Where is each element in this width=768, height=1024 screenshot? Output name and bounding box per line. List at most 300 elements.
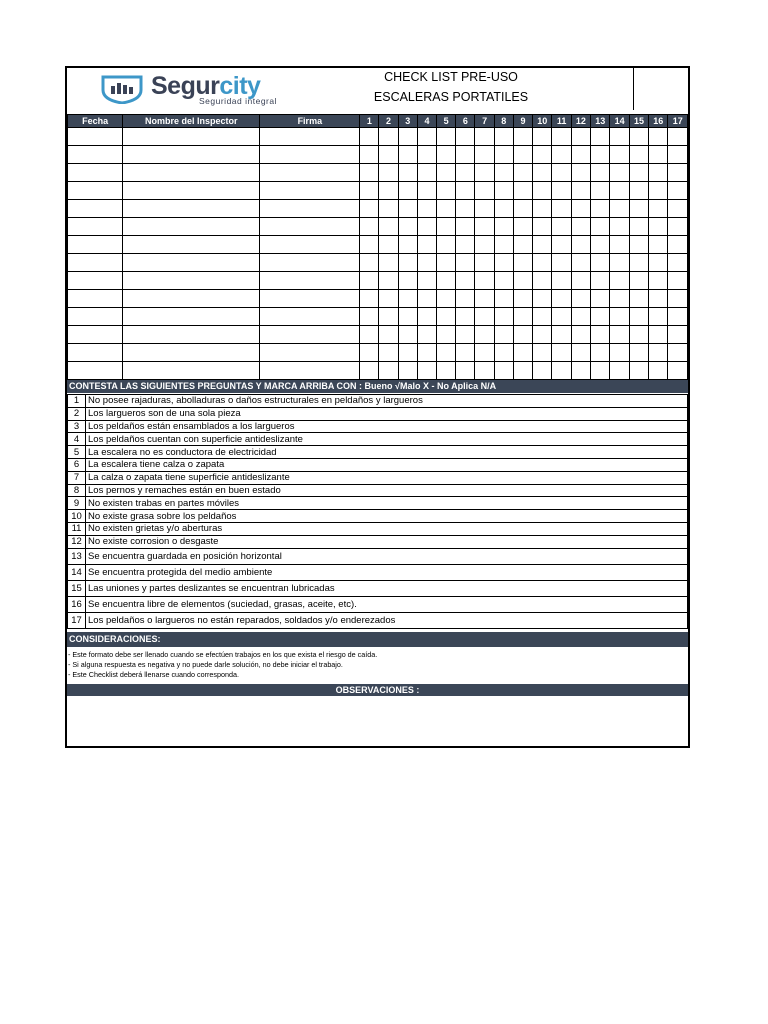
grid-cell[interactable] (360, 200, 379, 218)
grid-cell[interactable] (68, 218, 123, 236)
grid-cell[interactable] (668, 254, 688, 272)
grid-cell[interactable] (379, 308, 398, 326)
grid-row (68, 236, 688, 254)
grid-cell[interactable] (649, 200, 668, 218)
grid-cell[interactable] (123, 326, 260, 344)
grid-cell[interactable] (437, 236, 456, 254)
grid-cell[interactable] (571, 308, 590, 326)
grid-cell[interactable] (610, 254, 629, 272)
grid-cell[interactable] (475, 146, 494, 164)
grid-cell[interactable] (475, 362, 494, 380)
grid-cell[interactable] (494, 308, 513, 326)
grid-cell[interactable] (610, 290, 629, 308)
grid-cell[interactable] (629, 326, 648, 344)
grid-cell[interactable] (591, 236, 610, 254)
grid-cell[interactable] (417, 236, 436, 254)
grid-cell[interactable] (513, 362, 532, 380)
grid-cell[interactable] (494, 128, 513, 146)
grid-cell[interactable] (591, 272, 610, 290)
grid-cell[interactable] (260, 200, 360, 218)
grid-cell[interactable] (552, 254, 571, 272)
grid-cell[interactable] (456, 236, 475, 254)
grid-cell[interactable] (494, 236, 513, 254)
grid-cell[interactable] (513, 308, 532, 326)
grid-cell[interactable] (591, 344, 610, 362)
grid-cell[interactable] (398, 290, 417, 308)
grid-cell[interactable] (629, 290, 648, 308)
grid-cell[interactable] (398, 254, 417, 272)
grid-cell[interactable] (398, 326, 417, 344)
grid-cell[interactable] (494, 218, 513, 236)
grid-cell[interactable] (417, 308, 436, 326)
grid-cell[interactable] (360, 272, 379, 290)
grid-cell[interactable] (379, 362, 398, 380)
grid-cell[interactable] (456, 290, 475, 308)
grid-cell[interactable] (456, 146, 475, 164)
grid-cell[interactable] (417, 272, 436, 290)
grid-cell[interactable] (533, 218, 552, 236)
grid-cell[interactable] (360, 254, 379, 272)
grid-cell[interactable] (591, 218, 610, 236)
grid-cell[interactable] (398, 182, 417, 200)
grid-cell[interactable] (123, 362, 260, 380)
grid-cell[interactable] (610, 128, 629, 146)
grid-cell[interactable] (668, 146, 688, 164)
question-number: 9 (68, 497, 86, 510)
grid-cell[interactable] (629, 200, 648, 218)
grid-cell[interactable] (68, 236, 123, 254)
grid-cell[interactable] (475, 236, 494, 254)
grid-cell[interactable] (649, 254, 668, 272)
grid-cell[interactable] (456, 254, 475, 272)
grid-cell[interactable] (591, 200, 610, 218)
grid-cell[interactable] (571, 182, 590, 200)
grid-cell[interactable] (533, 326, 552, 344)
grid-cell[interactable] (513, 218, 532, 236)
grid-cell[interactable] (456, 308, 475, 326)
question-text: Se encuentra protegida del medio ambiente (86, 564, 688, 580)
grid-cell[interactable] (533, 308, 552, 326)
grid-row (68, 254, 688, 272)
grid-cell[interactable] (123, 290, 260, 308)
grid-cell[interactable] (494, 164, 513, 182)
grid-cell[interactable] (260, 218, 360, 236)
grid-cell[interactable] (123, 200, 260, 218)
grid-cell[interactable] (123, 272, 260, 290)
grid-cell[interactable] (668, 200, 688, 218)
grid-cell[interactable] (437, 200, 456, 218)
grid-cell[interactable] (379, 182, 398, 200)
grid-cell[interactable] (437, 182, 456, 200)
grid-cell[interactable] (68, 164, 123, 182)
grid-cell[interactable] (68, 128, 123, 146)
grid-cell[interactable] (437, 272, 456, 290)
grid-cell[interactable] (591, 182, 610, 200)
grid-cell[interactable] (437, 128, 456, 146)
grid-cell[interactable] (533, 236, 552, 254)
grid-cell[interactable] (260, 146, 360, 164)
col-item-number: 11 (552, 115, 571, 128)
grid-cell[interactable] (398, 272, 417, 290)
grid-cell[interactable] (475, 290, 494, 308)
grid-cell[interactable] (475, 326, 494, 344)
grid-cell[interactable] (437, 308, 456, 326)
grid-cell[interactable] (552, 128, 571, 146)
grid-cell[interactable] (260, 128, 360, 146)
grid-cell[interactable] (649, 146, 668, 164)
grid-cell[interactable] (494, 254, 513, 272)
grid-cell[interactable] (533, 272, 552, 290)
grid-cell[interactable] (123, 218, 260, 236)
grid-cell[interactable] (437, 344, 456, 362)
grid-cell[interactable] (571, 164, 590, 182)
grid-cell[interactable] (552, 164, 571, 182)
grid-cell[interactable] (513, 272, 532, 290)
considerations-band: CONSIDERACIONES: (67, 632, 688, 647)
grid-cell[interactable] (123, 146, 260, 164)
grid-cell[interactable] (649, 344, 668, 362)
grid-cell[interactable] (360, 236, 379, 254)
grid-cell[interactable] (260, 236, 360, 254)
grid-cell[interactable] (360, 128, 379, 146)
grid-cell[interactable] (533, 182, 552, 200)
grid-cell[interactable] (379, 254, 398, 272)
grid-cell[interactable] (533, 128, 552, 146)
observations-area[interactable] (67, 696, 688, 746)
grid-cell[interactable] (649, 128, 668, 146)
grid-cell[interactable] (456, 272, 475, 290)
grid-cell[interactable] (610, 272, 629, 290)
grid-cell[interactable] (456, 362, 475, 380)
grid-cell[interactable] (398, 164, 417, 182)
grid-cell[interactable] (591, 326, 610, 344)
grid-cell[interactable] (571, 128, 590, 146)
grid-cell[interactable] (360, 344, 379, 362)
grid-cell[interactable] (591, 254, 610, 272)
grid-cell[interactable] (629, 146, 648, 164)
grid-cell[interactable] (260, 326, 360, 344)
grid-cell[interactable] (571, 362, 590, 380)
grid-cell[interactable] (456, 200, 475, 218)
grid-cell[interactable] (591, 164, 610, 182)
grid-cell[interactable] (360, 290, 379, 308)
grid-cell[interactable] (456, 344, 475, 362)
grid-cell[interactable] (475, 200, 494, 218)
grid-cell[interactable] (552, 344, 571, 362)
grid-cell[interactable] (591, 128, 610, 146)
grid-cell[interactable] (552, 218, 571, 236)
grid-cell[interactable] (475, 308, 494, 326)
grid-cell[interactable] (437, 326, 456, 344)
col-item-number: 10 (533, 115, 552, 128)
grid-cell[interactable] (260, 164, 360, 182)
grid-cell[interactable] (123, 308, 260, 326)
grid-cell[interactable] (398, 146, 417, 164)
grid-cell[interactable] (360, 146, 379, 164)
grid-cell[interactable] (123, 254, 260, 272)
grid-cell[interactable] (475, 182, 494, 200)
grid-cell[interactable] (629, 362, 648, 380)
grid-cell[interactable] (513, 128, 532, 146)
grid-cell[interactable] (513, 164, 532, 182)
grid-cell[interactable] (260, 272, 360, 290)
grid-cell[interactable] (513, 290, 532, 308)
col-item-number: 6 (456, 115, 475, 128)
grid-cell[interactable] (591, 146, 610, 164)
grid-cell[interactable] (68, 200, 123, 218)
grid-cell[interactable] (552, 308, 571, 326)
grid-cell[interactable] (552, 272, 571, 290)
grid-cell[interactable] (398, 200, 417, 218)
grid-cell[interactable] (552, 182, 571, 200)
grid-cell[interactable] (668, 164, 688, 182)
grid-cell[interactable] (456, 128, 475, 146)
grid-cell[interactable] (668, 344, 688, 362)
grid-cell[interactable] (379, 128, 398, 146)
grid-cell[interactable] (360, 218, 379, 236)
grid-cell[interactable] (379, 236, 398, 254)
grid-cell[interactable] (475, 272, 494, 290)
grid-cell[interactable] (494, 272, 513, 290)
grid-cell[interactable] (629, 236, 648, 254)
grid-cell[interactable] (123, 344, 260, 362)
grid-cell[interactable] (494, 362, 513, 380)
grid-cell[interactable] (360, 308, 379, 326)
grid-cell[interactable] (513, 344, 532, 362)
grid-cell[interactable] (417, 290, 436, 308)
grid-cell[interactable] (552, 326, 571, 344)
grid-cell[interactable] (456, 182, 475, 200)
grid-cell[interactable] (649, 290, 668, 308)
grid-cell[interactable] (260, 344, 360, 362)
grid-cell[interactable] (417, 254, 436, 272)
grid-cell[interactable] (475, 344, 494, 362)
grid-cell[interactable] (379, 272, 398, 290)
grid-cell[interactable] (123, 164, 260, 182)
grid-cell[interactable] (379, 290, 398, 308)
grid-cell[interactable] (475, 164, 494, 182)
grid-cell[interactable] (513, 200, 532, 218)
grid-cell[interactable] (417, 200, 436, 218)
grid-cell[interactable] (513, 236, 532, 254)
grid-cell[interactable] (494, 326, 513, 344)
grid-cell[interactable] (629, 128, 648, 146)
grid-cell[interactable] (649, 182, 668, 200)
form-header (67, 68, 688, 110)
grid-cell[interactable] (437, 146, 456, 164)
grid-cell[interactable] (610, 236, 629, 254)
grid-cell[interactable] (68, 308, 123, 326)
grid-cell[interactable] (552, 236, 571, 254)
grid-cell[interactable] (591, 290, 610, 308)
grid-cell[interactable] (668, 128, 688, 146)
grid-cell[interactable] (68, 146, 123, 164)
grid-cell[interactable] (494, 146, 513, 164)
grid-cell[interactable] (571, 344, 590, 362)
grid-cell[interactable] (571, 254, 590, 272)
grid-cell[interactable] (552, 200, 571, 218)
grid-cell[interactable] (668, 218, 688, 236)
observations-band: OBSERVACIONES : (67, 684, 688, 696)
grid-cell[interactable] (494, 182, 513, 200)
grid-cell[interactable] (437, 362, 456, 380)
grid-cell[interactable] (533, 290, 552, 308)
grid-cell[interactable] (379, 200, 398, 218)
grid-cell[interactable] (591, 362, 610, 380)
grid-cell[interactable] (571, 218, 590, 236)
grid-cell[interactable] (398, 236, 417, 254)
grid-cell[interactable] (68, 290, 123, 308)
grid-cell[interactable] (610, 362, 629, 380)
grid-cell[interactable] (533, 254, 552, 272)
grid-cell[interactable] (533, 146, 552, 164)
grid-cell[interactable] (649, 308, 668, 326)
grid-cell[interactable] (68, 254, 123, 272)
grid-cell[interactable] (360, 362, 379, 380)
grid-cell[interactable] (610, 146, 629, 164)
grid-cell[interactable] (552, 146, 571, 164)
grid-cell[interactable] (417, 128, 436, 146)
grid-cell[interactable] (649, 218, 668, 236)
grid-cell[interactable] (360, 326, 379, 344)
grid-cell[interactable] (629, 182, 648, 200)
grid-cell[interactable] (437, 218, 456, 236)
grid-cell[interactable] (456, 326, 475, 344)
grid-cell[interactable] (437, 290, 456, 308)
grid-cell[interactable] (668, 362, 688, 380)
grid-cell[interactable] (668, 182, 688, 200)
grid-cell[interactable] (649, 272, 668, 290)
grid-cell[interactable] (398, 362, 417, 380)
grid-cell[interactable] (494, 290, 513, 308)
grid-cell[interactable] (437, 164, 456, 182)
grid-cell[interactable] (668, 308, 688, 326)
grid-cell[interactable] (552, 290, 571, 308)
grid-cell[interactable] (379, 218, 398, 236)
question-row (68, 407, 688, 420)
grid-cell[interactable] (610, 200, 629, 218)
consideration-note: - Este Checklist deberá llenarse cuando corresponda. (68, 670, 239, 679)
col-item-number: 5 (437, 115, 456, 128)
grid-cell[interactable] (629, 218, 648, 236)
grid-cell[interactable] (668, 290, 688, 308)
grid-cell[interactable] (456, 164, 475, 182)
grid-cell[interactable] (571, 272, 590, 290)
grid-cell[interactable] (649, 326, 668, 344)
grid-cell[interactable] (610, 308, 629, 326)
grid-cell[interactable] (513, 182, 532, 200)
grid-cell[interactable] (629, 308, 648, 326)
grid-cell[interactable] (417, 218, 436, 236)
grid-cell[interactable] (68, 182, 123, 200)
grid-cell[interactable] (649, 236, 668, 254)
grid-cell[interactable] (417, 182, 436, 200)
grid-cell[interactable] (610, 164, 629, 182)
grid-cell[interactable] (398, 218, 417, 236)
grid-cell[interactable] (417, 344, 436, 362)
grid-cell[interactable] (417, 326, 436, 344)
grid-cell[interactable] (649, 164, 668, 182)
grid-cell[interactable] (260, 362, 360, 380)
grid-cell[interactable] (379, 164, 398, 182)
grid-cell[interactable] (571, 146, 590, 164)
grid-cell[interactable] (398, 308, 417, 326)
grid-cell[interactable] (649, 362, 668, 380)
question-number: 5 (68, 446, 86, 459)
grid-cell[interactable] (475, 128, 494, 146)
grid-cell[interactable] (123, 182, 260, 200)
grid-cell[interactable] (629, 344, 648, 362)
question-number: 14 (68, 564, 86, 580)
grid-cell[interactable] (513, 326, 532, 344)
grid-cell[interactable] (360, 182, 379, 200)
grid-cell[interactable] (533, 164, 552, 182)
grid-cell[interactable] (260, 254, 360, 272)
grid-cell[interactable] (379, 326, 398, 344)
grid-cell[interactable] (260, 182, 360, 200)
grid-cell[interactable] (379, 146, 398, 164)
grid-cell[interactable] (475, 254, 494, 272)
grid-cell[interactable] (629, 254, 648, 272)
grid-cell[interactable] (610, 182, 629, 200)
grid-cell[interactable] (398, 344, 417, 362)
question-number: 15 (68, 580, 86, 596)
grid-cell[interactable] (379, 344, 398, 362)
grid-cell[interactable] (260, 290, 360, 308)
grid-cell[interactable] (68, 344, 123, 362)
question-row (68, 471, 688, 484)
grid-cell[interactable] (571, 290, 590, 308)
grid-cell[interactable] (398, 128, 417, 146)
grid-cell[interactable] (629, 164, 648, 182)
grid-cell[interactable] (571, 326, 590, 344)
grid-cell[interactable] (533, 344, 552, 362)
grid-cell[interactable] (533, 200, 552, 218)
grid-cell[interactable] (552, 362, 571, 380)
grid-cell[interactable] (513, 146, 532, 164)
grid-cell[interactable] (360, 164, 379, 182)
grid-cell[interactable] (513, 254, 532, 272)
grid-cell[interactable] (494, 200, 513, 218)
grid-cell[interactable] (610, 344, 629, 362)
grid-cell[interactable] (610, 218, 629, 236)
grid-cell[interactable] (591, 308, 610, 326)
grid-cell[interactable] (668, 272, 688, 290)
grid-cell[interactable] (629, 272, 648, 290)
grid-cell[interactable] (123, 128, 260, 146)
grid-cell[interactable] (668, 326, 688, 344)
grid-cell[interactable] (571, 200, 590, 218)
grid-cell[interactable] (475, 218, 494, 236)
grid-cell[interactable] (571, 236, 590, 254)
grid-cell[interactable] (68, 362, 123, 380)
grid-cell[interactable] (260, 308, 360, 326)
grid-cell[interactable] (610, 326, 629, 344)
grid-row (68, 308, 688, 326)
grid-cell[interactable] (533, 362, 552, 380)
grid-cell[interactable] (68, 272, 123, 290)
grid-cell[interactable] (68, 326, 123, 344)
grid-cell[interactable] (123, 236, 260, 254)
grid-cell[interactable] (417, 362, 436, 380)
question-number: 10 (68, 510, 86, 523)
grid-cell[interactable] (494, 344, 513, 362)
grid-cell[interactable] (417, 164, 436, 182)
grid-cell[interactable] (437, 254, 456, 272)
grid-cell[interactable] (456, 218, 475, 236)
grid-cell[interactable] (668, 236, 688, 254)
grid-cell[interactable] (417, 146, 436, 164)
